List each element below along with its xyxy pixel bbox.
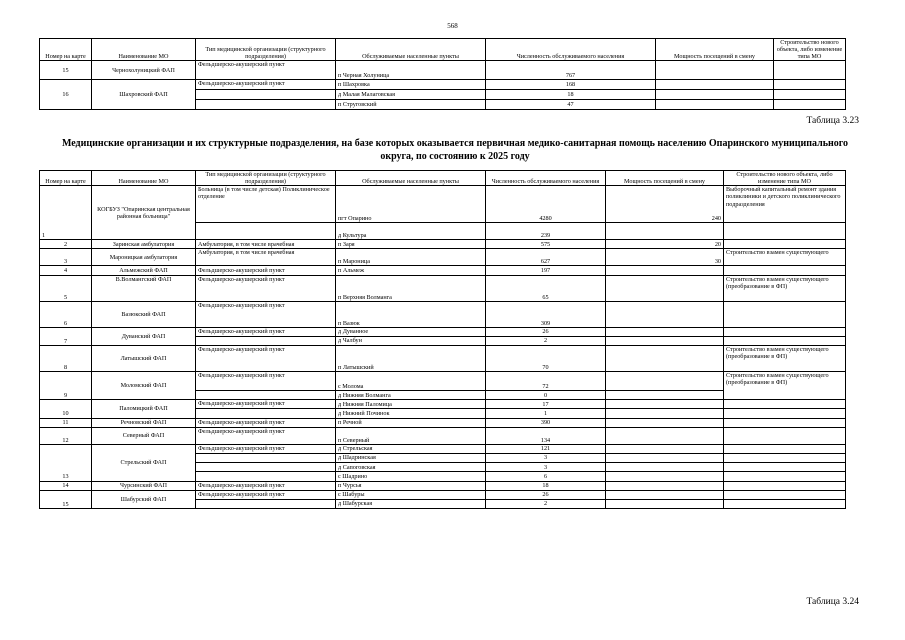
cell-construction (724, 418, 846, 427)
cell-place: с Шабуры (336, 490, 486, 499)
cell-place: п Струговский (336, 100, 486, 110)
cell-mo-name: Речновский ФАП (92, 418, 196, 427)
cell-place: д Стрельская (336, 444, 486, 453)
table-row (40, 372, 846, 391)
cell-capacity (606, 266, 724, 275)
cell-place: с Молома (336, 372, 486, 391)
cell-construction (724, 409, 846, 418)
cell-place: д Шабурская (336, 499, 486, 508)
header-cell: Наименование МО (92, 171, 196, 186)
cell-place: п Альмеж (336, 266, 486, 275)
cell-place: п Латышский (336, 346, 486, 372)
cell-capacity (606, 336, 724, 345)
cell-mo-name: Вазюкский ФАП (92, 301, 196, 327)
cell-type: Больница (в том числе детская) Поликлиническое отделение (196, 186, 336, 223)
cell-capacity (656, 100, 774, 110)
cell-mo-name: Чурсинский ФАП (92, 481, 196, 490)
cell-number: 6 (40, 301, 92, 327)
cell-type (196, 463, 336, 472)
cell-number: 10 (40, 400, 92, 418)
cell-number: 3 (40, 249, 92, 266)
table-row (40, 327, 846, 336)
header-cell: Строительство нового объекта, либо изменение типа МО (724, 171, 846, 186)
table-caption: Таблица 3.24 (806, 597, 859, 607)
cell-construction (724, 336, 846, 345)
cell-construction (724, 463, 846, 472)
cell-population: 3 (486, 453, 606, 462)
cell-place: д Малая Малаговская (336, 90, 486, 100)
cell-population: 6 (486, 472, 606, 481)
header-cell: Тип медицинской организации (структурного подразделения) (196, 171, 336, 186)
cell-mo-name: Чернохолуницкий ФАП (92, 61, 196, 80)
cell-type: Фельдшерско-акушерский пункт (196, 418, 336, 427)
cell-type: Фельдшерско-акушерский пункт (196, 346, 336, 372)
cell-capacity (606, 490, 724, 499)
cell-construction (724, 481, 846, 490)
cell-mo-name: Мароницкая амбулатория (92, 249, 196, 266)
cell-capacity (606, 301, 724, 327)
cell-population: 18 (486, 90, 656, 100)
cell-capacity (606, 223, 724, 240)
cell-number: 14 (40, 481, 92, 490)
cell-construction (724, 327, 846, 336)
cell-population: 26 (486, 490, 606, 499)
cell-population: 168 (486, 80, 656, 90)
header-cell: Мощность посещений в смену (606, 171, 724, 186)
header-cell: Численность обслуживаемого населения (486, 171, 606, 186)
cell-population: 3 (486, 463, 606, 472)
cell-construction (774, 90, 846, 100)
table-row (40, 301, 846, 327)
cell-number: 13 (40, 444, 92, 481)
cell-mo-name: Стрельский ФАП (92, 444, 196, 481)
table-row (40, 481, 846, 490)
cell-type: Фельдшерско-акушерский пункт (196, 80, 336, 90)
cell-place: с Шадрино (336, 472, 486, 481)
cell-number: 5 (40, 275, 92, 301)
table-row (40, 418, 846, 427)
cell-number: 15 (40, 61, 92, 80)
page-number: 568 (447, 22, 458, 30)
cell-capacity (606, 481, 724, 490)
cell-place: п Заря (336, 240, 486, 249)
cell-type (196, 453, 336, 462)
cell-capacity (606, 499, 724, 508)
cell-place: пгт Опарино (336, 186, 486, 223)
cell-place: д Нижняя Паломица (336, 400, 486, 409)
cell-capacity (606, 391, 724, 400)
cell-construction: Строительство взамен существующего (724, 249, 846, 266)
table-row (40, 266, 846, 275)
cell-number: 16 (40, 80, 92, 110)
cell-capacity (606, 372, 724, 391)
cell-population: 390 (486, 418, 606, 427)
cell-population: 134 (486, 427, 606, 444)
cell-type (196, 472, 336, 481)
cell-type: Фельдшерско-акушерский пункт (196, 327, 336, 336)
cell-population: 309 (486, 301, 606, 327)
cell-mo-name: Латышский ФАП (92, 346, 196, 372)
cell-capacity (656, 80, 774, 90)
table-row (40, 444, 846, 453)
cell-type (196, 391, 336, 400)
cell-place: д Сапоговская (336, 463, 486, 472)
table-continuation (39, 38, 846, 110)
cell-capacity (606, 453, 724, 462)
cell-capacity: 30 (606, 249, 724, 266)
table-row (40, 186, 846, 223)
cell-construction (724, 490, 846, 499)
table-opara (39, 170, 846, 509)
cell-capacity (606, 409, 724, 418)
cell-population: 4280 (486, 186, 606, 223)
cell-number: 4 (40, 266, 92, 275)
cell-population: 2 (486, 499, 606, 508)
cell-population: 47 (486, 100, 656, 110)
cell-type (196, 409, 336, 418)
cell-construction (724, 427, 846, 444)
cell-number: 15 (40, 490, 92, 508)
cell-construction (724, 444, 846, 453)
cell-construction: Строительство взамен существующего (преобразование в ФП) (724, 346, 846, 372)
cell-place: п Речной (336, 418, 486, 427)
cell-type: Амбулатория, в том числе врачебная (196, 249, 336, 266)
header-cell: Тип медицинской организации (структурного подразделения) (196, 39, 336, 61)
cell-population: 72 (486, 372, 606, 391)
table-title: Медицинские организации и их структурные подразделения, на базе которых оказывается первичная медико-санитарная помощь населению Опаринского муниципального округа, по состоянию к 2025 году (61, 138, 849, 162)
cell-number: 11 (40, 418, 92, 427)
cell-population: 767 (486, 61, 656, 80)
cell-type (196, 223, 336, 240)
cell-mo-name: Шахровский ФАП (92, 80, 196, 110)
cell-place: п Чурсья (336, 481, 486, 490)
cell-construction: Строительство взамен существующего (преобразование в ФП) (724, 372, 846, 400)
cell-capacity (606, 327, 724, 336)
cell-population: 1 (486, 409, 606, 418)
cell-construction (774, 61, 846, 80)
cell-construction (724, 301, 846, 327)
cell-construction (724, 453, 846, 462)
cell-capacity: 20 (606, 240, 724, 249)
cell-population: 575 (486, 240, 606, 249)
cell-type: Амбулатория, в том числе врачебная (196, 240, 336, 249)
cell-population: 0 (486, 391, 606, 400)
cell-type: Фельдшерско-акушерский пункт (196, 372, 336, 391)
cell-number: 1 (40, 186, 92, 240)
table-row (40, 275, 846, 301)
cell-capacity (606, 346, 724, 372)
cell-capacity (606, 472, 724, 481)
cell-capacity (656, 61, 774, 80)
cell-construction (724, 400, 846, 409)
cell-type: Фельдшерско-акушерский пункт (196, 301, 336, 327)
cell-type: Фельдшерско-акушерский пункт (196, 266, 336, 275)
cell-place: д Дуванное (336, 327, 486, 336)
cell-type: Фельдшерско-акушерский пункт (196, 481, 336, 490)
cell-type (196, 336, 336, 345)
cell-type (196, 90, 336, 100)
table-row (40, 80, 846, 90)
table-row (40, 249, 846, 266)
cell-population: 17 (486, 400, 606, 409)
cell-type: Фельдшерско-акушерский пункт (196, 490, 336, 499)
cell-number: 2 (40, 240, 92, 249)
cell-place: п Шахровка (336, 80, 486, 90)
cell-place: п Вазюк (336, 301, 486, 327)
cell-population: 26 (486, 327, 606, 336)
cell-mo-name: В.Волмангский ФАП (92, 275, 196, 301)
cell-place: д Шадринская (336, 453, 486, 462)
cell-mo-name: Северный ФАП (92, 427, 196, 444)
cell-population: 121 (486, 444, 606, 453)
cell-place: п Верхняя Волманга (336, 275, 486, 301)
cell-number: 7 (40, 327, 92, 345)
cell-population: 627 (486, 249, 606, 266)
cell-construction (774, 80, 846, 90)
cell-construction (774, 100, 846, 110)
table-caption: Таблица 3.23 (806, 116, 859, 126)
cell-construction: Строительство взамен существующего (преобразование в ФП) (724, 275, 846, 301)
cell-capacity (606, 427, 724, 444)
cell-capacity (606, 418, 724, 427)
cell-population: 18 (486, 481, 606, 490)
cell-mo-name: Паломицкий ФАП (92, 400, 196, 418)
table-row (40, 490, 846, 499)
header-cell: Строительство нового объекта, либо изменение типа МО (774, 39, 846, 61)
table-row (40, 61, 846, 80)
cell-place: д Культура (336, 223, 486, 240)
cell-type (196, 100, 336, 110)
cell-place: п Северный (336, 427, 486, 444)
cell-place: п Черная Холуница (336, 61, 486, 80)
table-row (40, 346, 846, 372)
header-cell: Обслуживаемые населенные пункты (336, 39, 486, 61)
table-row (40, 400, 846, 409)
header-cell: Наименование МО (92, 39, 196, 61)
cell-construction (724, 240, 846, 249)
cell-construction (724, 223, 846, 240)
cell-type: Фельдшерско-акушерский пункт (196, 427, 336, 444)
header-cell: Номер на карте (40, 171, 92, 186)
cell-type (196, 499, 336, 508)
cell-population: 70 (486, 346, 606, 372)
cell-place: д Нижняя Волманга (336, 391, 486, 400)
cell-population: 65 (486, 275, 606, 301)
cell-place: п Мароница (336, 249, 486, 266)
header-cell: Номер на карте (40, 39, 92, 61)
cell-capacity (606, 444, 724, 453)
cell-construction (724, 472, 846, 481)
cell-capacity (606, 275, 724, 301)
cell-place: д Чалбун (336, 336, 486, 345)
cell-type: Фельдшерско-акушерский пункт (196, 61, 336, 80)
cell-capacity (656, 90, 774, 100)
cell-population: 239 (486, 223, 606, 240)
cell-mo-name: Альмежский ФАП (92, 266, 196, 275)
cell-capacity: 240 (606, 186, 724, 223)
table-row (40, 240, 846, 249)
cell-mo-name: Шабурский ФАП (92, 490, 196, 508)
cell-construction (724, 499, 846, 508)
cell-type: Фельдшерско-акушерский пункт (196, 275, 336, 301)
cell-population: 2 (486, 336, 606, 345)
cell-mo-name: Дуванский ФАП (92, 327, 196, 345)
cell-number: 12 (40, 427, 92, 444)
table-row (40, 427, 846, 444)
cell-mo-name: Заринская амбулатория (92, 240, 196, 249)
cell-mo-name: КОГБУЗ "Опаринская центральная районная больница" (92, 186, 196, 240)
cell-capacity (606, 400, 724, 409)
cell-population: 197 (486, 266, 606, 275)
header-cell: Численность обслуживаемого населения (486, 39, 656, 61)
cell-mo-name: Моломский ФАП (92, 372, 196, 400)
cell-type: Фельдшерско-акушерский пункт (196, 400, 336, 409)
table-header-row (40, 39, 846, 61)
cell-type: Фельдшерско-акушерский пункт (196, 444, 336, 453)
table-header-row (40, 171, 846, 186)
cell-construction: Выборочный капитальный ремонт здания поликлиники и детского поликлинического подразделения (724, 186, 846, 223)
cell-capacity (606, 463, 724, 472)
cell-number: 8 (40, 346, 92, 372)
cell-place: д Нижний Починок (336, 409, 486, 418)
cell-construction (724, 266, 846, 275)
cell-number: 9 (40, 372, 92, 400)
header-cell: Обслуживаемые населенные пункты (336, 171, 486, 186)
header-cell: Мощность посещений в смену (656, 39, 774, 61)
